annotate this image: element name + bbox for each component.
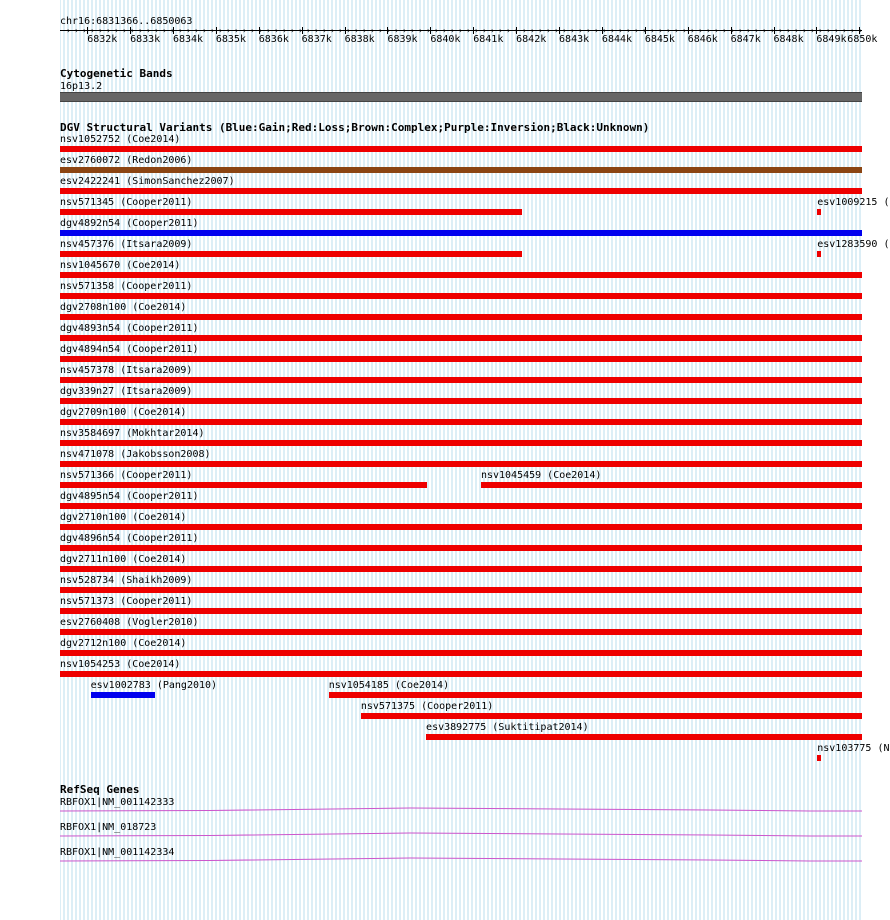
strand-arrow-icon: ›: [106, 26, 111, 35]
strand-arrow-icon: ›: [162, 26, 167, 35]
strand-arrow-icon: ›: [330, 26, 335, 35]
variant-label[interactable]: dgv2709n100 (Coe2014): [60, 407, 187, 418]
variant-bar[interactable]: [361, 713, 862, 719]
variant-bar[interactable]: [60, 251, 522, 257]
strand-arrow-icon: ›: [642, 26, 647, 35]
strand-arrow-icon: ›: [314, 26, 319, 35]
strand-arrow-icon: ›: [154, 26, 159, 35]
strand-arrow-icon: ›: [458, 26, 463, 35]
variant-bar[interactable]: [60, 398, 862, 404]
strand-arrow-icon: ›: [650, 26, 655, 35]
strand-arrow-icon: ›: [354, 26, 359, 35]
strand-arrow-icon: ›: [114, 26, 119, 35]
ruler-tick-label: 6837k: [301, 34, 332, 45]
dgv-track-title: DGV Structural Variants (Blue:Gain;Red:Loss;Brown:Complex;Purple:Inversion;Black:Unknown): [60, 121, 650, 134]
variant-bar[interactable]: [60, 356, 862, 362]
strand-arrow-icon: ›: [794, 26, 799, 35]
strand-arrow-icon: ›: [738, 26, 743, 35]
variant-bar[interactable]: [60, 440, 862, 446]
variant-bar[interactable]: [60, 608, 862, 614]
ruler-tick: [87, 27, 88, 34]
variant-bar[interactable]: [60, 524, 862, 530]
variant-bar[interactable]: [60, 188, 862, 194]
strand-arrow-icon: ›: [186, 26, 191, 35]
variant-label[interactable]: nsv1045670 (Coe2014): [60, 260, 181, 271]
variant-label[interactable]: nsv1052752 (Coe2014): [60, 134, 181, 145]
strand-arrow-icon: ›: [746, 26, 751, 35]
strand-arrow-icon: ›: [450, 26, 455, 35]
strand-arrow-icon: ›: [306, 26, 311, 35]
strand-arrow-icon: ›: [562, 26, 567, 35]
variant-label[interactable]: nsv457376 (Itsara2009): [60, 239, 193, 250]
strand-arrow-icon: ›: [210, 26, 215, 35]
gene-intron-line[interactable]: [60, 832, 862, 838]
strand-arrow-icon: ›: [266, 26, 271, 35]
variant-label[interactable]: esv1283590 (: [817, 239, 890, 250]
ruler-tick-label: 6836k: [258, 34, 289, 45]
strand-arrow-icon: ›: [778, 26, 783, 35]
strand-arrow-icon: ›: [730, 26, 735, 35]
variant-label[interactable]: esv3892775 (Suktitipat2014): [426, 722, 589, 733]
strand-arrow-icon: ›: [850, 26, 855, 35]
cytoband-label: 16p13.2: [60, 81, 103, 92]
strand-arrow-icon: ›: [338, 26, 343, 35]
variant-label[interactable]: dgv2712n100 (Coe2014): [60, 638, 187, 649]
variant-label[interactable]: dgv4896n54 (Cooper2011): [60, 533, 199, 544]
ruler-tick-label: 6842k: [516, 34, 547, 45]
variant-label[interactable]: dgv4893n54 (Cooper2011): [60, 323, 199, 334]
strand-arrow-icon: ›: [610, 26, 615, 35]
ruler-tick-label: 6848k: [773, 34, 804, 45]
strand-arrow-icon: ›: [594, 26, 599, 35]
strand-arrow-icon: ›: [762, 26, 767, 35]
strand-arrow-icon: ›: [90, 26, 95, 35]
variant-bar[interactable]: [60, 209, 522, 215]
variant-bar[interactable]: [60, 293, 862, 299]
strand-arrow-icon: ›: [626, 26, 631, 35]
variant-bar[interactable]: [60, 335, 862, 341]
strand-arrow-icon: ›: [522, 26, 527, 35]
strand-arrow-icon: ›: [554, 26, 559, 35]
strand-arrow-icon: ›: [658, 26, 663, 35]
strand-arrow-icon: ›: [426, 26, 431, 35]
strand-arrow-icon: ›: [514, 26, 519, 35]
variant-bar[interactable]: [60, 587, 862, 593]
variant-label[interactable]: nsv571375 (Cooper2011): [360, 701, 494, 712]
strand-arrow-icon: ›: [810, 26, 815, 35]
strand-arrow-icon: ›: [250, 26, 255, 35]
variant-bar[interactable]: [60, 314, 862, 320]
ruler-tick: [216, 27, 217, 34]
variant-bar[interactable]: [60, 419, 862, 425]
variant-label[interactable]: dgv2711n100 (Coe2014): [60, 554, 187, 565]
strand-arrow-icon: ›: [818, 26, 823, 35]
variant-label[interactable]: dgv2708n100 (Coe2014): [60, 302, 187, 313]
ruler-tick-label: 6839k: [387, 34, 418, 45]
strand-arrow-icon: ›: [858, 26, 863, 35]
strand-arrow-icon: ›: [386, 26, 391, 35]
variant-label[interactable]: dgv4895n54 (Cooper2011): [60, 491, 199, 502]
variant-label[interactable]: nsv1054185 (Coe2014): [328, 680, 450, 691]
refseq-track-title: RefSeq Genes: [60, 783, 140, 796]
gene-label[interactable]: RBFOX1|NM_018723: [60, 822, 157, 833]
strand-arrow-icon: ›: [722, 26, 727, 35]
strand-arrow-icon: ›: [546, 26, 551, 35]
strand-arrow-icon: ›: [602, 26, 607, 35]
variant-bar[interactable]: [60, 545, 862, 551]
ruler-tick-label: 6849k: [816, 34, 847, 45]
strand-arrow-icon: ›: [298, 26, 303, 35]
gene-label[interactable]: RBFOX1|NM_001142333: [60, 797, 175, 808]
strand-arrow-icon: ›: [618, 26, 623, 35]
strand-arrow-icon: ›: [474, 26, 479, 35]
variant-label[interactable]: esv2422241 (SimonSanchez2007): [60, 176, 235, 187]
strand-arrow-icon: ›: [242, 26, 247, 35]
cytoband-bar[interactable]: [60, 92, 862, 102]
variant-bar[interactable]: [60, 146, 862, 152]
variant-bar[interactable]: [60, 272, 862, 278]
strand-arrow-icon: ›: [834, 26, 839, 35]
strand-arrow-icon: ›: [234, 26, 239, 35]
strand-arrow-icon: ›: [82, 26, 87, 35]
variant-bar[interactable]: [817, 251, 821, 257]
strand-arrow-icon: ›: [258, 26, 263, 35]
variant-bar[interactable]: [60, 671, 862, 677]
variant-bar[interactable]: [481, 482, 862, 488]
ruler-tick-label: 6846k: [687, 34, 718, 45]
variant-label[interactable]: nsv1045459 (Coe2014): [480, 470, 602, 481]
strand-arrow-icon: ›: [586, 26, 591, 35]
strand-arrow-icon: ›: [226, 26, 231, 35]
variant-label[interactable]: dgv2710n100 (Coe2014): [60, 512, 187, 523]
ruler-tick-label: 6838k: [344, 34, 375, 45]
variant-label[interactable]: esv2760072 (Redon2006): [60, 155, 193, 166]
ruler-tick-label: 6850k: [847, 34, 878, 45]
variant-label[interactable]: nsv571366 (Cooper2011): [60, 470, 193, 481]
strand-arrow-icon: ›: [842, 26, 847, 35]
ruler-tick-label: 6834k: [172, 34, 204, 45]
strand-arrow-icon: ›: [194, 26, 199, 35]
gene-label[interactable]: RBFOX1|NM_001142334: [60, 847, 175, 858]
position-label: chr16:6831366..6850063: [60, 16, 193, 27]
strand-arrow-icon: ›: [378, 26, 383, 35]
variant-bar[interactable]: [60, 167, 862, 173]
ruler-tick-label: 6835k: [215, 34, 246, 45]
strand-arrow-icon: ›: [498, 26, 503, 35]
variant-label[interactable]: dgv339n27 (Itsara2009): [60, 386, 193, 397]
variant-bar[interactable]: [329, 692, 862, 698]
strand-arrow-icon: ›: [402, 26, 407, 35]
strand-arrow-icon: ›: [674, 26, 679, 35]
strand-arrow-icon: ›: [410, 26, 415, 35]
strand-arrow-icon: ›: [690, 26, 695, 35]
strand-arrow-icon: ›: [418, 26, 423, 35]
strand-arrow-icon: ›: [698, 26, 703, 35]
ruler-tick-label: 6832k: [87, 34, 118, 45]
strand-arrow-icon: ›: [570, 26, 575, 35]
strand-arrow-icon: ›: [362, 26, 367, 35]
variant-bar[interactable]: [817, 209, 821, 215]
strand-arrow-icon: ›: [682, 26, 687, 35]
strand-arrow-icon: ›: [634, 26, 639, 35]
variant-label[interactable]: nsv1054253 (Coe2014): [60, 659, 181, 670]
strand-arrow-icon: ›: [434, 26, 439, 35]
strand-arrow-icon: ›: [786, 26, 791, 35]
variant-bar[interactable]: [60, 566, 862, 572]
variant-label[interactable]: nsv457378 (Itsara2009): [60, 365, 193, 376]
variant-bar[interactable]: [60, 629, 862, 635]
strand-arrow-icon: ›: [442, 26, 447, 35]
variant-label[interactable]: nsv571345 (Cooper2011): [60, 197, 193, 208]
strand-arrow-icon: ›: [714, 26, 719, 35]
variant-bar[interactable]: [60, 230, 862, 236]
variant-label[interactable]: nsv471078 (Jakobsson2008): [60, 449, 211, 460]
strand-arrow-icon: ›: [146, 26, 151, 35]
strand-arrow-icon: ›: [122, 26, 127, 35]
ruler-tick-label: 6847k: [730, 34, 761, 45]
ruler-tick-label: 6843k: [559, 34, 590, 45]
strand-arrow-icon: ›: [370, 26, 375, 35]
strand-arrow-icon: ›: [178, 26, 183, 35]
strand-arrow-icon: ›: [490, 26, 495, 35]
strand-arrow-icon: ›: [74, 26, 79, 35]
variant-bar[interactable]: [91, 692, 155, 698]
strand-arrow-icon: ›: [826, 26, 831, 35]
variant-label[interactable]: nsv3584697 (Mokhtar2014): [60, 428, 205, 439]
ruler-tick-label: 6833k: [130, 34, 161, 45]
strand-arrow-icon: ›: [274, 26, 279, 35]
variant-bar[interactable]: [60, 377, 862, 383]
strand-arrow-icon: ›: [530, 26, 535, 35]
strand-arrow-icon: ›: [538, 26, 543, 35]
strand-arrow-icon: ›: [218, 26, 223, 35]
strand-arrow-icon: ›: [666, 26, 671, 35]
ruler-tick: [688, 27, 689, 34]
variant-label[interactable]: esv1009215 (: [817, 197, 890, 208]
variant-label[interactable]: nsv571358 (Cooper2011): [60, 281, 193, 292]
strand-arrow-icon: ›: [394, 26, 399, 35]
strand-arrow-icon: ›: [202, 26, 207, 35]
strand-arrow-icon: ›: [770, 26, 775, 35]
variant-label[interactable]: nsv103775 (N: [817, 743, 890, 754]
strand-arrow-icon: ›: [506, 26, 511, 35]
variant-bar[interactable]: [817, 755, 821, 761]
strand-arrow-icon: ›: [346, 26, 351, 35]
variant-label[interactable]: dgv4894n54 (Cooper2011): [60, 344, 199, 355]
variant-label[interactable]: nsv571373 (Cooper2011): [60, 596, 193, 607]
strand-arrow-icon: ›: [130, 26, 135, 35]
variant-label[interactable]: nsv528734 (Shaikh2009): [60, 575, 193, 586]
strand-arrow-icon: ›: [66, 26, 71, 35]
cytoband-track-title: Cytogenetic Bands: [60, 67, 173, 80]
variant-bar[interactable]: [60, 482, 427, 488]
ruler-tick-label: 6840k: [430, 34, 461, 45]
ruler-tick-label: 6844k: [601, 34, 633, 45]
variant-label[interactable]: dgv4892n54 (Cooper2011): [60, 218, 199, 229]
strand-arrow-icon: ›: [466, 26, 471, 35]
strand-arrow-icon: ›: [706, 26, 711, 35]
strand-arrow-icon: ›: [138, 26, 143, 35]
strand-arrow-icon: ›: [170, 26, 175, 35]
variant-label[interactable]: esv1002783 (Pang2010): [90, 680, 218, 691]
variant-bar[interactable]: [60, 461, 862, 467]
gene-intron-line[interactable]: [60, 807, 862, 813]
variant-label[interactable]: esv2760408 (Vogler2010): [60, 617, 199, 628]
gene-intron-line[interactable]: [60, 857, 862, 863]
strand-arrow-icon: ›: [290, 26, 295, 35]
ruler-tick: [559, 27, 560, 34]
variant-bar[interactable]: [60, 503, 862, 509]
ruler-tick-label: 6841k: [473, 34, 504, 45]
strand-arrow-icon: ›: [322, 26, 327, 35]
variant-bar[interactable]: [426, 734, 862, 740]
strand-arrow-icon: ›: [754, 26, 759, 35]
strand-arrow-icon: ›: [282, 26, 287, 35]
variant-bar[interactable]: [60, 650, 862, 656]
ruler-tick-label: 6845k: [644, 34, 675, 45]
strand-arrow-icon: ›: [98, 26, 103, 35]
strand-arrow-icon: ›: [482, 26, 487, 35]
strand-arrow-icon: ›: [802, 26, 807, 35]
strand-arrow-icon: ›: [578, 26, 583, 35]
